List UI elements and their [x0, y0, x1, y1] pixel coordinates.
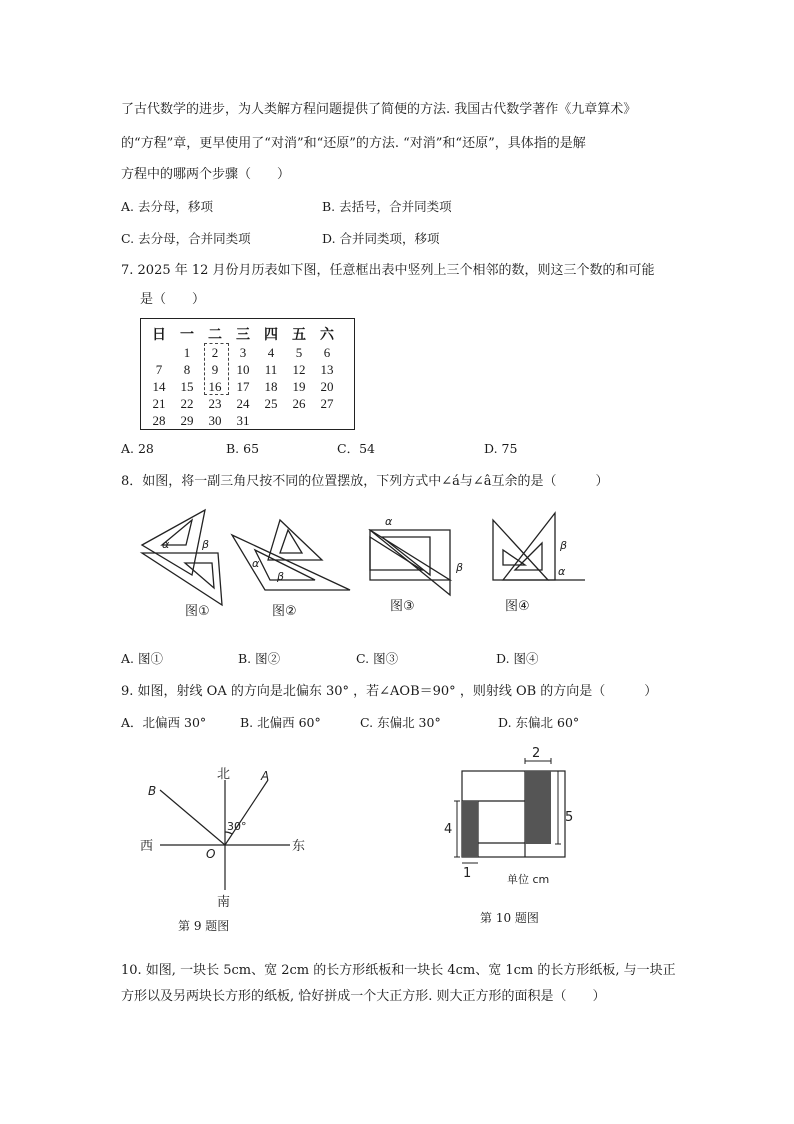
q6-option-a: A. 去分母，移项: [121, 199, 213, 214]
q6-option-d: D. 合并同类项，移项: [322, 231, 440, 246]
q9-line-1: 9. 如图，射线 OA 的方向是北偏东 30° ，若∠AOB＝90° ，则射线 OB 的方向是（ ）: [121, 684, 658, 699]
calendar-day: 1: [183, 345, 191, 360]
q7-option-b: B. 65: [226, 441, 260, 456]
calendar-day: 11: [264, 362, 278, 377]
fig4-caption: 图④: [505, 599, 530, 614]
north-label: 北: [217, 767, 231, 782]
calendar-table: [140, 318, 355, 430]
calendar-day: 23: [208, 396, 222, 411]
calendar-dashed-frame: [204, 343, 229, 395]
alpha-label-fig3: α: [385, 515, 393, 528]
intro-line-3: 方程中的哪两个步骤（ ）: [121, 167, 291, 182]
point-o-label: O: [206, 847, 216, 861]
calendar-day: 21: [152, 396, 166, 411]
calendar-header-fri: 五: [292, 327, 306, 343]
fig3-caption: 图③: [390, 599, 415, 614]
calendar-day: 9: [211, 362, 219, 377]
calendar-day: 17: [236, 379, 250, 394]
calendar-day: 7: [155, 362, 163, 377]
calendar-header-wed: 三: [236, 327, 250, 343]
calendar-day: 2: [211, 345, 219, 360]
q7-option-a: A. 28: [121, 441, 154, 456]
dim-left-label: 4: [444, 822, 453, 837]
calendar-header-sun: 日: [152, 327, 166, 343]
alpha-label-fig4: α: [558, 565, 566, 578]
alpha-label-fig2: α: [252, 557, 260, 570]
calendar-day: 8: [183, 362, 191, 377]
beta-label-fig3: β: [456, 561, 464, 574]
calendar-day: 31: [236, 413, 250, 428]
calendar-header-thu: 四: [264, 327, 278, 343]
q7-option-d: D. 75: [484, 441, 518, 456]
alpha-label-fig1: α: [162, 538, 170, 551]
beta-label-fig1: β: [202, 538, 210, 551]
q8-option-d: D. 图④: [496, 651, 539, 666]
calendar-day: 27: [320, 396, 334, 411]
q6-option-b: B. 去括号，合并同类项: [322, 199, 452, 214]
q7-line-2: 是（ ）: [140, 292, 206, 307]
calendar-day: 14: [152, 379, 166, 394]
calendar-day: 29: [180, 413, 194, 428]
east-label: 东: [292, 839, 306, 854]
calendar-day: 18: [264, 379, 278, 394]
point-a-label: A: [261, 769, 270, 783]
q7-option-c: C．54: [337, 441, 375, 456]
calendar-day: 12: [292, 362, 306, 377]
intro-line-1: 了古代数学的进步，为人类解方程问题提供了简便的方法. 我国古代数学著作《九章算术》: [121, 102, 637, 117]
q10-line-2: 方形以及另两块长方形的纸板, 恰好拼成一个大正方形. 则大正方形的面积是（ ）: [121, 989, 606, 1004]
q10-figure-caption: 第 10 题图: [480, 911, 539, 925]
q6-option-c: C. 去分母，合并同类项: [121, 231, 251, 246]
q8-option-b: B. 图②: [238, 651, 281, 666]
calendar-day: 15: [180, 379, 194, 394]
angle-label: 30°: [227, 820, 247, 833]
q9-option-d: D. 东偏北 60°: [498, 715, 580, 730]
calendar-day: 5: [295, 345, 303, 360]
calendar-day: 16: [208, 379, 222, 394]
direction-diagram: [130, 760, 320, 910]
calendar-day: 3: [239, 345, 247, 360]
q8-option-a: A. 图①: [121, 651, 163, 666]
calendar-day: 6: [323, 345, 331, 360]
triangle-rulers-figure: [130, 505, 600, 630]
rectangles-diagram: [440, 745, 590, 890]
calendar-header-sat: 六: [320, 327, 334, 343]
calendar-header-mon: 一: [180, 327, 194, 343]
beta-label-fig2: β: [277, 570, 285, 583]
q9-option-c: C. 东偏北 30°: [360, 715, 441, 730]
q8-line-1: 8．如图，将一副三角尺按不同的位置摆放，下列方式中∠á与∠â互余的是（ ）: [121, 474, 609, 489]
dim-top-label: 2: [532, 746, 541, 761]
calendar-day: 24: [236, 396, 250, 411]
calendar-day: 26: [292, 396, 306, 411]
calendar-day: 20: [320, 379, 334, 394]
calendar-day: 22: [180, 396, 194, 411]
q9-option-a: A．北偏西 30°: [121, 715, 207, 730]
intro-line-2: 的“方程”章，更早使用了“对消”和“还原”的方法. “对消”和“还原”，具体指的是解: [121, 136, 586, 151]
q9-figure-caption: 第 9 题图: [178, 919, 230, 933]
west-label: 西: [140, 839, 154, 854]
q7-line-1: 7. 2025 年 12 月份月历表如下图，任意框出表中竖列上三个相邻的数，则这三个数的和可能: [121, 263, 655, 278]
calendar-day: 19: [292, 379, 306, 394]
fig2-caption: 图②: [272, 604, 297, 619]
calendar-day: 13: [320, 362, 334, 377]
dim-right-label: 5: [565, 810, 574, 825]
unit-label: 单位 cm: [507, 873, 550, 886]
calendar-day: 10: [236, 362, 250, 377]
fig1-caption: 图①: [185, 604, 210, 619]
q9-option-b: B. 北偏西 60°: [240, 715, 321, 730]
beta-label-fig4: β: [560, 539, 568, 552]
dim-bottom-label: 1: [463, 866, 472, 881]
q8-option-c: C. 图③: [356, 651, 399, 666]
calendar-day: 4: [267, 345, 275, 360]
calendar-header-tue: 二: [208, 327, 222, 343]
calendar-day: 30: [208, 413, 222, 428]
point-b-label: B: [148, 784, 157, 798]
calendar-day: 25: [264, 396, 278, 411]
south-label: 南: [217, 895, 231, 910]
calendar-day: 28: [152, 413, 166, 428]
q10-line-1: 10. 如图, 一块长 5cm、宽 2cm 的长方形纸板和一块长 4cm、宽 1cm 的长方形纸板, 与一块正: [121, 963, 676, 978]
